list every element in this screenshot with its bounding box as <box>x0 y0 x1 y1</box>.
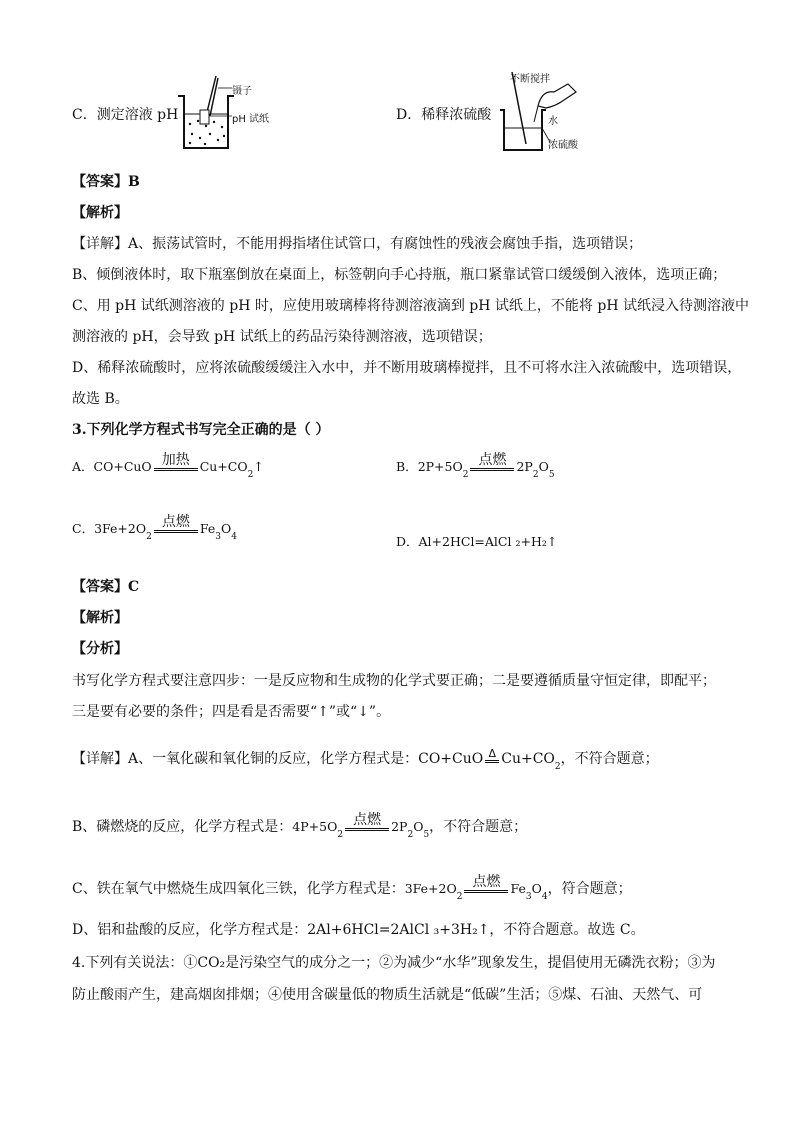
q3-detail-a: 【详解】A、一氧化碳和氧化铜的反应，化学方程式是： CO+CuO Δ Cu+CO 2 ，不符合题意； <box>72 747 659 772</box>
q2-detail-line: 测溶液的 pH，会导致 pH 试纸上的药品污染待测溶液，选项错误； <box>72 329 492 345</box>
tweezers-label: 镊子 <box>232 86 252 97</box>
q3-detail-d: D、铝和盐酸的反应，化学方程式是：2Al+6HCl=2AlCl ₃+3H₂↑，不符合题意。故选 C。 <box>72 922 645 938</box>
option-prefix: B． <box>396 459 418 474</box>
detail-end: ，不符合题意； <box>560 751 659 767</box>
equation-left: CO+CuO <box>93 459 152 474</box>
q2-detail-line: B、倾倒液体时，取下瓶塞倒放在桌面上，标签朝向手心持瓶，瓶口紧靠试管口缓缓倒入液体，选项正确； <box>72 267 727 283</box>
equation-left: 3Fe+2O <box>94 521 147 536</box>
stir-label: 不断搅拌 <box>510 74 550 85</box>
equation-left: 3Fe+2O <box>404 881 457 896</box>
q3-option-b: B． 2P+5O 2 点燃 2P 2 O 5 <box>396 452 555 480</box>
q3-option-a: A． CO+CuO 加热 Cu+CO 2 ↑ <box>72 452 264 480</box>
equation-right: Fe <box>510 881 526 896</box>
reaction-condition <box>485 748 499 767</box>
ph-paper-label: pH 试纸 <box>232 114 270 125</box>
condition-text: Δ <box>488 747 497 760</box>
equation-right: Cu+CO <box>199 459 248 474</box>
q3-answer: 【答案】C <box>72 579 140 595</box>
condition-text: 点燃 <box>353 812 382 828</box>
option-prefix: C． <box>72 521 95 536</box>
gas-arrow: ↑ <box>253 459 264 474</box>
q3-stem: 3.下列化学方程式书写完全正确的是（ ） <box>72 422 330 438</box>
detail-text: 【详解】A、一氧化碳和氧化铜的反应，化学方程式是： <box>72 751 419 767</box>
q3-analysis-heading: 【解析】 <box>72 610 128 626</box>
equation-left: 2P+5O <box>417 459 463 474</box>
q3-fenxi-line: 书写化学方程式要注意四步：一是反应物和生成物的化学式要正确；二是要遵循质量守恒定律，即配平； <box>72 673 716 689</box>
condition-text: 点燃 <box>161 514 190 530</box>
q3-fenxi-line: 三是要有必要的条件；四是看是否需要“↑”或“↓”。 <box>72 704 391 720</box>
option-c-label: C．测定溶液 pH <box>72 107 179 123</box>
q2-detail-line: 故选 B。 <box>72 391 129 407</box>
detail-end: ，符合题意； <box>547 881 632 897</box>
q3-option-d: D．Al+2HCl=AlCl ₂+H₂↑ <box>396 534 558 549</box>
condition-text: 点燃 <box>472 874 501 890</box>
q2-detail-line: 【详解】A、振荡试管时，不能用拇指堵住试管口，有腐蚀性的残液会腐蚀手指，选项错误； <box>72 236 643 252</box>
q4-stem-line: 防止酸雨产生，建高烟囱排烟；④使用含碳量低的物质生活就是“低碳”生活；⑤煤、石油、天然气、可 <box>72 987 703 1003</box>
q3-detail-b: B、磷燃烧的反应，化学方程式是： 4P+5O 2 点燃 2P 2 O 5 ，不符合题意； <box>72 812 528 840</box>
option-prefix: A． <box>72 459 94 474</box>
equation-right: Cu+CO <box>501 751 555 767</box>
reaction-condition <box>464 874 508 897</box>
q4-stem-line: 4.下列有关说法：①CO₂是污染空气的成分之一；②为减少“水华”现象发生，提倡使用无磷洗衣粉；③为 <box>72 955 716 971</box>
reaction-condition <box>470 452 514 475</box>
reaction-condition <box>345 812 389 835</box>
detail-text: B、磷燃烧的反应，化学方程式是： <box>72 819 293 835</box>
equation-left: 4P+5O <box>292 819 338 834</box>
condition-text: 点燃 <box>478 452 507 468</box>
option-d-label: D．稀释浓硫酸 <box>396 107 492 123</box>
reaction-condition <box>154 452 198 475</box>
detail-end: ，不符合题意； <box>429 819 528 835</box>
equation-right: 2P <box>391 819 408 834</box>
acid-label: 浓硫酸 <box>548 140 578 151</box>
q2-analysis-heading: 【解析】 <box>72 205 128 221</box>
q2-answer: 【答案】B <box>72 174 140 190</box>
q2-detail-line: D、稀释浓硫酸时，应将浓硫酸缓缓注入水中，并不断用玻璃棒搅拌，且不可将水注入浓硫酸中，选项错误， <box>72 360 742 376</box>
q3-fenxi-heading: 【分析】 <box>72 641 128 657</box>
detail-text: C、铁在氧气中燃烧生成四氧化三铁，化学方程式是： <box>72 881 405 897</box>
equation-right: Fe <box>199 521 216 536</box>
equation-right: 2P <box>516 459 533 474</box>
equation-left: CO+CuO <box>418 751 484 767</box>
q2-detail-line: C、用 pH 试纸测溶液的 pH 时，应使用玻璃棒将待测溶液滴到 pH 试纸上，不能将 pH 试纸浸入待测溶液中 <box>72 298 749 314</box>
reaction-condition <box>154 514 198 537</box>
water-label: 水 <box>548 116 558 127</box>
q3-detail-c: C、铁在氧气中燃烧生成四氧化三铁，化学方程式是： 3Fe+2O 2 点燃 Fe 3 O 4 ，符合题意； <box>72 874 632 902</box>
q3-option-c: C． 3Fe+2O 2 点燃 Fe 3 O 4 <box>72 514 237 542</box>
condition-text: 加热 <box>161 452 190 468</box>
